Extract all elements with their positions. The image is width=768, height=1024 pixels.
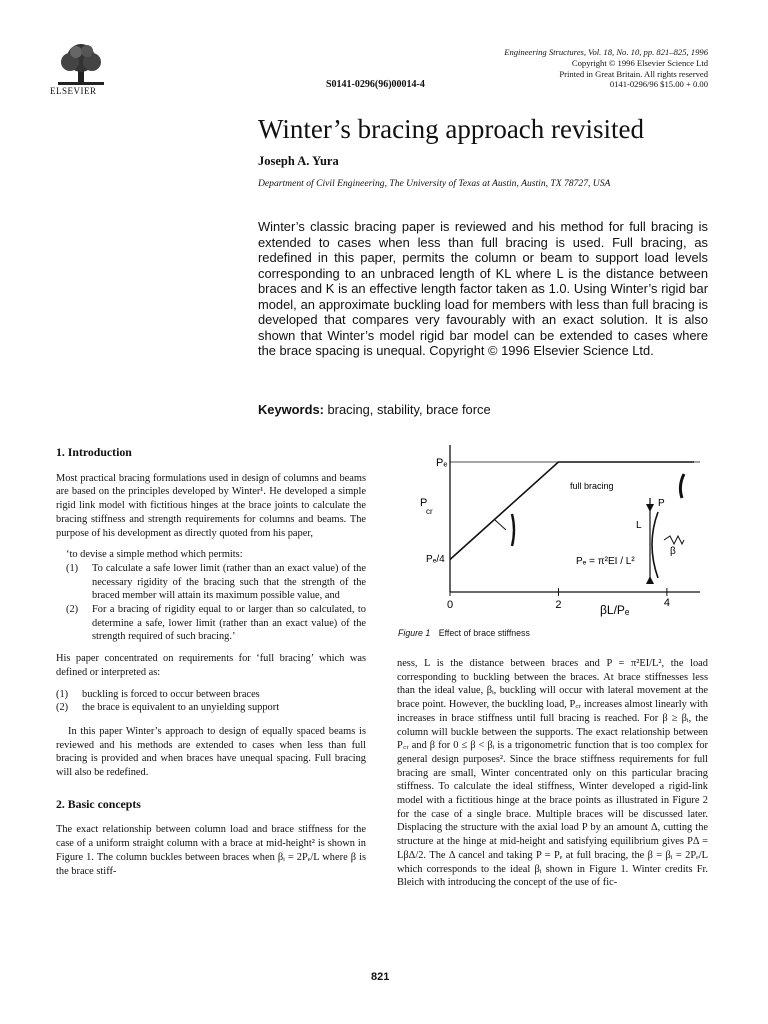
quote-item-number: (2) [66, 604, 79, 616]
definition-item-text: the brace is equivalent to an unyielding support [82, 702, 280, 714]
abstract: Winter’s classic bracing paper is reviewed and his method for full bracing is extended to cases when less than full bracing is used. Full bracing, as redefined in this paper, permits the column or beam to support load levels corresponding to an unbraced length of KL where L is the distance between braces and K is an effective length factor taken as 1.0. Using Winter’s rigid bar model, an approximate buckling load for members with less than full bracing is developed that compares very favourably with an exact solution. It is also shown that Winter’s model rigid bar model can be extended to cases where the brace spacing is unequal. Copyright © 1996 Elsevier Science Ltd. [258, 219, 708, 358]
left-column [56, 446, 366, 878]
quote-item [66, 562, 366, 603]
section-1-heading: 1. Introduction [56, 445, 132, 459]
section-1-paragraph-1: Most practical bracing formulations used in design of columns and beams are based on the principles developed by Winter¹. He developed a simple rigid link model with fictitious hinges at the brace joints to calculate the bracing stiffness and strength requirements for columns and beams. The purpose of his development as directly quoted from his paper, [56, 472, 366, 539]
buckled-shape-mark-2 [512, 514, 514, 546]
load-label: P [658, 498, 665, 509]
section-1-paragraph-2: His paper concentrated on requirements for ‘full bracing’ which was defined or interpreted as: [56, 653, 366, 678]
pointer-line [495, 520, 506, 530]
publisher-name: ELSEVIER [50, 86, 97, 96]
full-bracing-label: full bracing [570, 481, 614, 491]
section-2-paragraph-1: The exact relationship between column load and brace stiffness for the case of a uniform straight column with a brace at mid-height² is shown in Figure 1. The column buckles between braces when βᵢ = 2Pₑ/L where β is the brace stiff- [56, 824, 366, 877]
journal-line: Engineering Structures, Vol. 18, No. 10, pp. 821–825, 1996 [504, 47, 708, 57]
copyright-line: Copyright © 1996 Elsevier Science Ltd [571, 57, 708, 68]
figure-1-caption-label: Figure 1 [398, 628, 431, 638]
figure-1-chart [400, 440, 710, 620]
figure-1-caption-text: Effect of brace stiffness [438, 628, 530, 638]
y-label-pcr: P [420, 497, 428, 509]
quote-item-number: (1) [66, 562, 79, 574]
length-label: L [636, 520, 642, 531]
right-column-paragraph: ness, L is the distance between braces and P = π²EI/L², the load corresponding to buckling between the braces. At brace stiffnesses less than the ideal value, βᵢ, buckling will occur with lateral movement at the brace point. However, the buckling load, P꜀ᵣ increases almost linearly with increases in brace stiffness until full bracing is reached. For β ≥ βᵢ, the column will buckle between the supports. The exact relationship between P꜀ᵣ and β for 0 ≤ β < βᵢ is a trigonometric function that is too complex for general design purposes². Since the brace stiffness requirements for full bracing are small, Winter concentrated only on this particular bracing stiffness. To calculate the ideal stiffness, Winter developed a rigid-link model with a fictitious hinge at the brace points as illustrated in Figure 2 for the case of a single brace. Multiple braces will be discussed later. Displacing the structure with the axial load P by an amount Δ, cutting the structure at the hinge at mid-height and satisfying equilibrium gives PΔ = LβΔ/2. The Δ cancel and taking P = Pₑ at full bracing, the β = βᵢ = 2Pₑ/L which corresponds to the ideal βᵢ shown in Figure 1. Winter credits Fr. Bleich with introducing the concept of the use of fic- [397, 658, 708, 889]
x-tick-label: 0 [447, 599, 454, 611]
load-arrow-icon [646, 504, 654, 512]
beta-label: β [670, 546, 676, 557]
x-axis-label: βL/Pₑ [600, 603, 630, 617]
support-arrow-icon [646, 576, 654, 584]
euler-formula: Pₑ = π²EI / L² [576, 556, 635, 567]
y-label-pcr-sub: cr [426, 507, 433, 516]
pcr-series-line [450, 462, 694, 560]
quote-item-text: To calculate a safe lower limit (rather than an exact value) of the necessary rigidity of the bracing such that the strength of the braced member will attain its maximum possible value, and [92, 562, 366, 602]
printed-line: Printed in Great Britain. All rights reserved [559, 68, 708, 79]
journal-metadata [504, 47, 708, 90]
author-name: Joseph A. Yura [258, 154, 339, 168]
keywords-label: Keywords: [258, 402, 324, 417]
y-label-pe-quarter: Pₑ/4 [426, 554, 445, 565]
article-doi: S0141-0296(96)00014-4 [326, 79, 425, 90]
buckled-shape-mark [680, 474, 684, 498]
definition-item-text: buckling is forced to occur between braces [82, 688, 260, 700]
buckled-column-curve [652, 512, 658, 578]
quote-intro: ‘to devise a simple method which permits: [66, 549, 243, 561]
definition-item-number: (2) [56, 702, 69, 714]
quote-item [66, 603, 366, 644]
definition-item-number: (1) [56, 688, 69, 700]
definition-item [56, 688, 366, 702]
paper-title: Winter’s bracing approach revisited [258, 114, 645, 144]
figure-1-caption [398, 628, 530, 638]
y-label-pe: Pₑ [436, 457, 448, 469]
section-1-paragraph-3: In this paper Winter’s approach to design of equally spaced beams is reviewed and his methods are extended to cases when less than full bracing is provided and when braces have unequal spacing. Full bracing will also be redefined. [56, 725, 366, 779]
definition-item [56, 701, 366, 715]
x-tick-label: 4 [663, 597, 671, 609]
quote-item-text: For a bracing of rigidity equal to or larger than so calculated, to determine a safe, lower limit (rather than an exact value) of the strength required of such bracing.’ [92, 604, 366, 643]
issn-line: 0141-0296/96 $15.00 + 0.00 [609, 79, 708, 90]
page-number: 821 [371, 971, 390, 983]
keywords [258, 402, 491, 417]
right-column [397, 657, 708, 890]
affiliation: Department of Civil Engineering, The University of Texas at Austin, Austin, TX 78727, USA [258, 178, 611, 189]
keywords-text: bracing, stability, brace force [327, 402, 491, 417]
brace-spring-icon [664, 536, 684, 544]
x-tick-label: 2 [555, 599, 562, 611]
section-2-heading: 2. Basic concepts [56, 796, 141, 811]
